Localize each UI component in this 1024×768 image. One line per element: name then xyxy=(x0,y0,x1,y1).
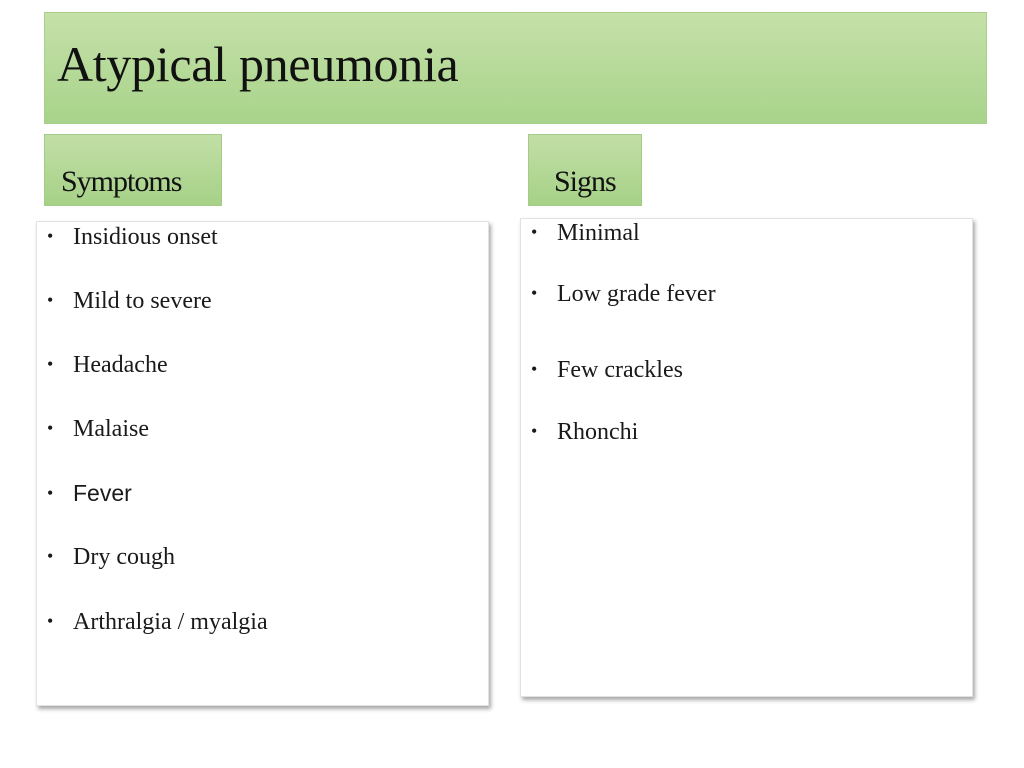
bullet-icon: • xyxy=(531,222,538,242)
symptom-text: Dry cough xyxy=(73,544,175,570)
symptom-text: Mild to severe xyxy=(73,288,212,314)
sign-item xyxy=(531,419,638,446)
bullet-icon: • xyxy=(531,359,538,379)
symptoms-card xyxy=(36,221,489,706)
sign-text: Minimal xyxy=(557,220,640,246)
bullet-icon: • xyxy=(47,418,54,438)
symptoms-heading-box xyxy=(44,134,222,206)
symptom-item xyxy=(47,416,149,443)
symptom-item xyxy=(47,544,175,571)
bullet-icon: • xyxy=(47,546,54,566)
bullet-icon: • xyxy=(531,421,538,441)
bullet-icon: • xyxy=(47,226,54,246)
sign-text: Low grade fever xyxy=(557,281,716,307)
slide-title: Atypical pneumonia xyxy=(57,36,459,92)
bullet-icon: • xyxy=(531,283,538,303)
sign-text: Few crackles xyxy=(557,357,683,383)
symptom-item xyxy=(47,288,212,315)
signs-heading-box xyxy=(528,134,642,206)
signs-card xyxy=(520,218,973,697)
symptom-text: Malaise xyxy=(73,416,149,442)
bullet-icon: • xyxy=(47,290,54,310)
symptom-text: Fever xyxy=(73,480,132,506)
signs-heading: Signs xyxy=(554,165,616,198)
symptom-text: Insidious onset xyxy=(73,224,218,250)
symptom-item xyxy=(47,352,168,379)
bullet-icon: • xyxy=(47,611,54,631)
symptom-text: Arthralgia / myalgia xyxy=(73,609,268,635)
sign-item xyxy=(531,220,640,247)
title-bar xyxy=(44,12,987,124)
symptom-item xyxy=(47,609,268,636)
symptom-item xyxy=(47,224,218,251)
bullet-icon: • xyxy=(47,483,54,503)
sign-item xyxy=(531,357,683,384)
symptoms-heading: Symptoms xyxy=(61,165,182,198)
sign-text: Rhonchi xyxy=(557,419,639,445)
symptom-item xyxy=(47,480,132,507)
symptom-text: Headache xyxy=(73,352,168,378)
sign-item xyxy=(531,281,716,308)
bullet-icon: • xyxy=(47,354,54,374)
